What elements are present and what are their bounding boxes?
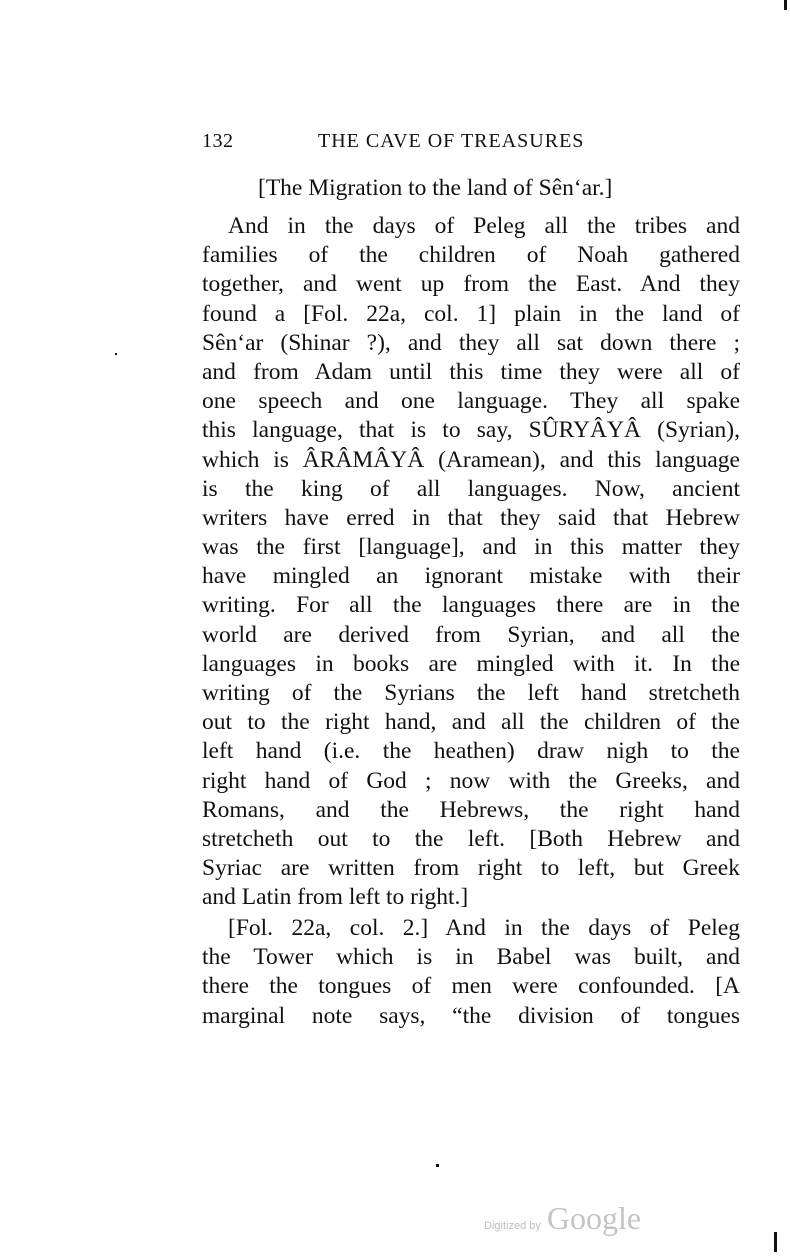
text-line: was the first [language], and in this matter they <box>202 534 740 561</box>
scan-dot-left-margin <box>115 353 117 355</box>
text-line: Romans, and the Hebrews, the right hand <box>202 796 740 823</box>
text-line: one speech and one language. They all spake <box>202 388 740 415</box>
text-line: marginal note says, “the division of tongues <box>202 1002 740 1029</box>
google-logo-word: Google <box>546 1200 642 1236</box>
digitized-label: Digitized by <box>484 1220 541 1232</box>
text-line: found a [Fol. 22a, col. 1] plain in the land of <box>202 300 740 327</box>
text-line: and Latin from left to right.] <box>202 884 469 911</box>
text-line: languages in books are mingled with it. In the <box>202 650 740 677</box>
text-line: writers have erred in that they said that Hebrew <box>202 504 740 531</box>
text-line: Syriac are written from right to left, but Greek <box>202 855 740 882</box>
scan-mark-bottom-right <box>774 1232 777 1252</box>
paragraph-1 <box>202 212 740 913</box>
text-line: out to the right hand, and all the children of the <box>202 709 740 736</box>
text-line: this language, that is to say, SÛRYÂYÂ (Syrian), <box>202 417 740 444</box>
text-line: stretcheth out to the left. [Both Hebrew and <box>202 825 740 852</box>
text-line: writing. For all the languages there are in the <box>202 592 740 619</box>
text-line: there the tongues of men were confounded. [A <box>202 973 740 1000</box>
section-heading: [The Migration to the land of Sên‘ar.] <box>258 175 613 201</box>
running-title: THE CAVE OF TREASURES <box>318 130 585 152</box>
text-line: which is ÂRÂMÂYÂ (Aramean), and this language <box>202 446 740 473</box>
text-line: families of the children of Noah gathered <box>202 242 740 269</box>
text-line: is the king of all languages. Now, ancient <box>202 475 740 502</box>
paragraph-2 <box>202 914 740 1031</box>
scan-dot-bottom <box>436 1164 439 1167</box>
text-line: together, and went up from the East. And they <box>202 271 740 298</box>
text-line: and from Adam until this time they were all of <box>202 358 740 385</box>
text-line: [Fol. 22a, col. 2.] And in the days of Peleg <box>228 915 740 941</box>
running-header <box>202 130 618 160</box>
text-line: Sên‘ar (Shinar ?), and they all sat down there ; <box>202 329 740 356</box>
text-line: writing of the Syrians the left hand stretcheth <box>202 680 740 706</box>
scan-mark-top-right <box>784 0 787 10</box>
page-number: 132 <box>202 130 234 152</box>
digitized-by-google-watermark <box>484 1200 641 1240</box>
text-line: left hand (i.e. the heathen) draw nigh to the <box>202 738 740 765</box>
text-line: And in the days of Peleg all the tribes and <box>228 213 740 239</box>
text-line: right hand of God ; now with the Greeks, and <box>202 767 740 794</box>
text-line: the Tower which is in Babel was built, and <box>202 944 740 971</box>
text-line: have mingled an ignorant mistake with their <box>202 563 740 590</box>
text-line: world are derived from Syrian, and all the <box>202 621 740 648</box>
